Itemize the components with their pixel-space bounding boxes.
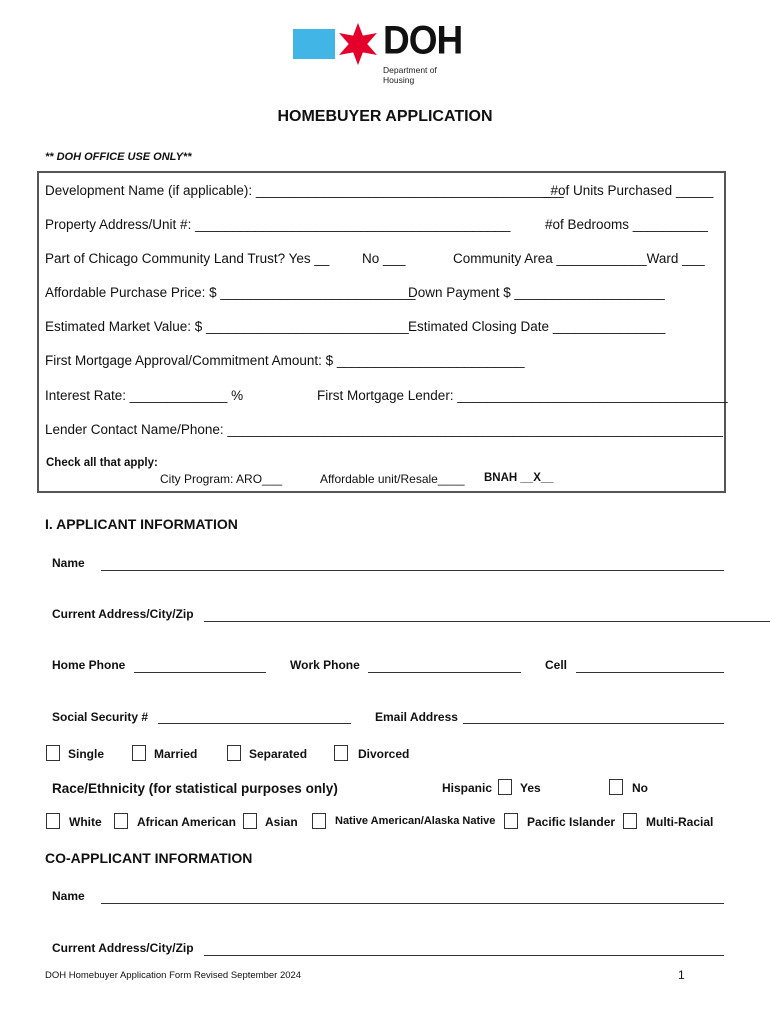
coapplicant-name-input[interactable] [101, 903, 724, 904]
single-label: Single [68, 747, 105, 761]
work-phone-input[interactable] [368, 672, 521, 673]
mortgage-lender-field[interactable]: First Mortgage Lender: ____________________________________ [317, 388, 728, 403]
cell-label: Cell [545, 658, 568, 672]
closing-date-field[interactable]: Estimated Closing Date _______________ [408, 319, 666, 334]
white-checkbox[interactable] [46, 813, 60, 829]
affordable-resale-field[interactable]: Affordable unit/Resale____ [320, 472, 465, 486]
applicant-name-input[interactable] [101, 570, 724, 571]
native-american-label: Native American/Alaska Native [335, 815, 496, 827]
check-all-label: Check all that apply: [46, 457, 158, 469]
office-use-label: ** DOH OFFICE USE ONLY** [45, 151, 192, 163]
affordable-price-field[interactable]: Affordable Purchase Price: $ __________________________ [45, 285, 416, 300]
bnah-field[interactable]: BNAH __X__ [484, 472, 554, 484]
divorced-checkbox[interactable] [334, 745, 348, 761]
email-input[interactable] [463, 723, 724, 724]
footer-text: DOH Homebuyer Application Form Revised September 2024 [45, 970, 302, 981]
hispanic-label: Hispanic [442, 781, 493, 795]
logo-blue-block [293, 29, 335, 59]
coapplicant-section-heading: CO-APPLICANT INFORMATION [45, 850, 253, 866]
native-american-checkbox[interactable] [312, 813, 326, 829]
hispanic-no-checkbox[interactable] [609, 779, 623, 795]
pacific-islander-checkbox[interactable] [504, 813, 518, 829]
single-checkbox[interactable] [46, 745, 60, 761]
ssn-input[interactable] [158, 723, 351, 724]
work-phone-label: Work Phone [290, 658, 360, 672]
home-phone-label: Home Phone [52, 658, 126, 672]
page-title: HOMEBUYER APPLICATION [277, 108, 493, 125]
married-checkbox[interactable] [132, 745, 146, 761]
white-label: White [69, 815, 102, 829]
applicant-name-label: Name [52, 556, 85, 570]
race-ethnicity-label: Race/Ethnicity (for statistical purposes only) [52, 781, 338, 796]
applicant-section-heading: I. APPLICANT INFORMATION [45, 516, 238, 532]
coapplicant-address-label: Current Address/City/Zip [52, 941, 194, 955]
ssn-label: Social Security # [52, 710, 149, 724]
development-name-field[interactable]: Development Name (if applicable): _________________________________________ [45, 183, 564, 198]
separated-checkbox[interactable] [227, 745, 241, 761]
community-area-field[interactable]: Community Area ____________Ward ___ [453, 251, 705, 266]
property-address-field[interactable]: Property Address/Unit #: __________________________________________ [45, 217, 511, 232]
lender-contact-field[interactable]: Lender Contact Name/Phone: __________________________________________________________________ [45, 422, 723, 437]
separated-label: Separated [249, 747, 308, 761]
email-label: Email Address [375, 710, 458, 724]
african-american-label: African American [137, 815, 236, 829]
applicant-address-label: Current Address/City/Zip [52, 607, 194, 621]
units-purchased-field[interactable]: _#of Units Purchased _____ [543, 183, 714, 198]
asian-checkbox[interactable] [243, 813, 257, 829]
mortgage-approval-field[interactable]: First Mortgage Approval/Commitment Amount: $ _________________________ [45, 353, 525, 368]
cell-input[interactable] [576, 672, 724, 673]
african-american-checkbox[interactable] [114, 813, 128, 829]
coapplicant-name-label: Name [52, 889, 85, 903]
market-value-field[interactable]: Estimated Market Value: $ ___________________________ [45, 319, 409, 334]
coapplicant-address-input[interactable] [204, 955, 724, 956]
hispanic-no-label: No [632, 781, 648, 795]
applicant-address-input[interactable] [204, 621, 770, 622]
bedrooms-field[interactable]: #of Bedrooms __________ [545, 217, 708, 232]
city-program-aro-field[interactable]: City Program: ARO___ [160, 472, 283, 486]
multi-racial-checkbox[interactable] [623, 813, 637, 829]
logo-wordmark: DOH [383, 17, 463, 63]
divorced-label: Divorced [358, 747, 410, 761]
married-label: Married [154, 747, 198, 761]
hispanic-yes-label: Yes [520, 781, 541, 795]
logo-subtitle: Department of Housing [383, 65, 437, 85]
land-trust-yes-field[interactable]: Part of Chicago Community Land Trust? Yes __ [45, 251, 330, 266]
pacific-islander-label: Pacific Islander [527, 815, 616, 829]
interest-rate-field[interactable]: Interest Rate: _____________ % [45, 388, 244, 403]
home-phone-input[interactable] [134, 672, 266, 673]
down-payment-field[interactable]: Down Payment $ ____________________ [408, 285, 665, 300]
asian-label: Asian [265, 815, 298, 829]
land-trust-no-field[interactable]: No ___ [362, 251, 406, 266]
multi-racial-label: Multi-Racial [646, 815, 714, 829]
star-icon [336, 20, 380, 68]
page-number: 1 [678, 968, 685, 982]
hispanic-yes-checkbox[interactable] [498, 779, 512, 795]
